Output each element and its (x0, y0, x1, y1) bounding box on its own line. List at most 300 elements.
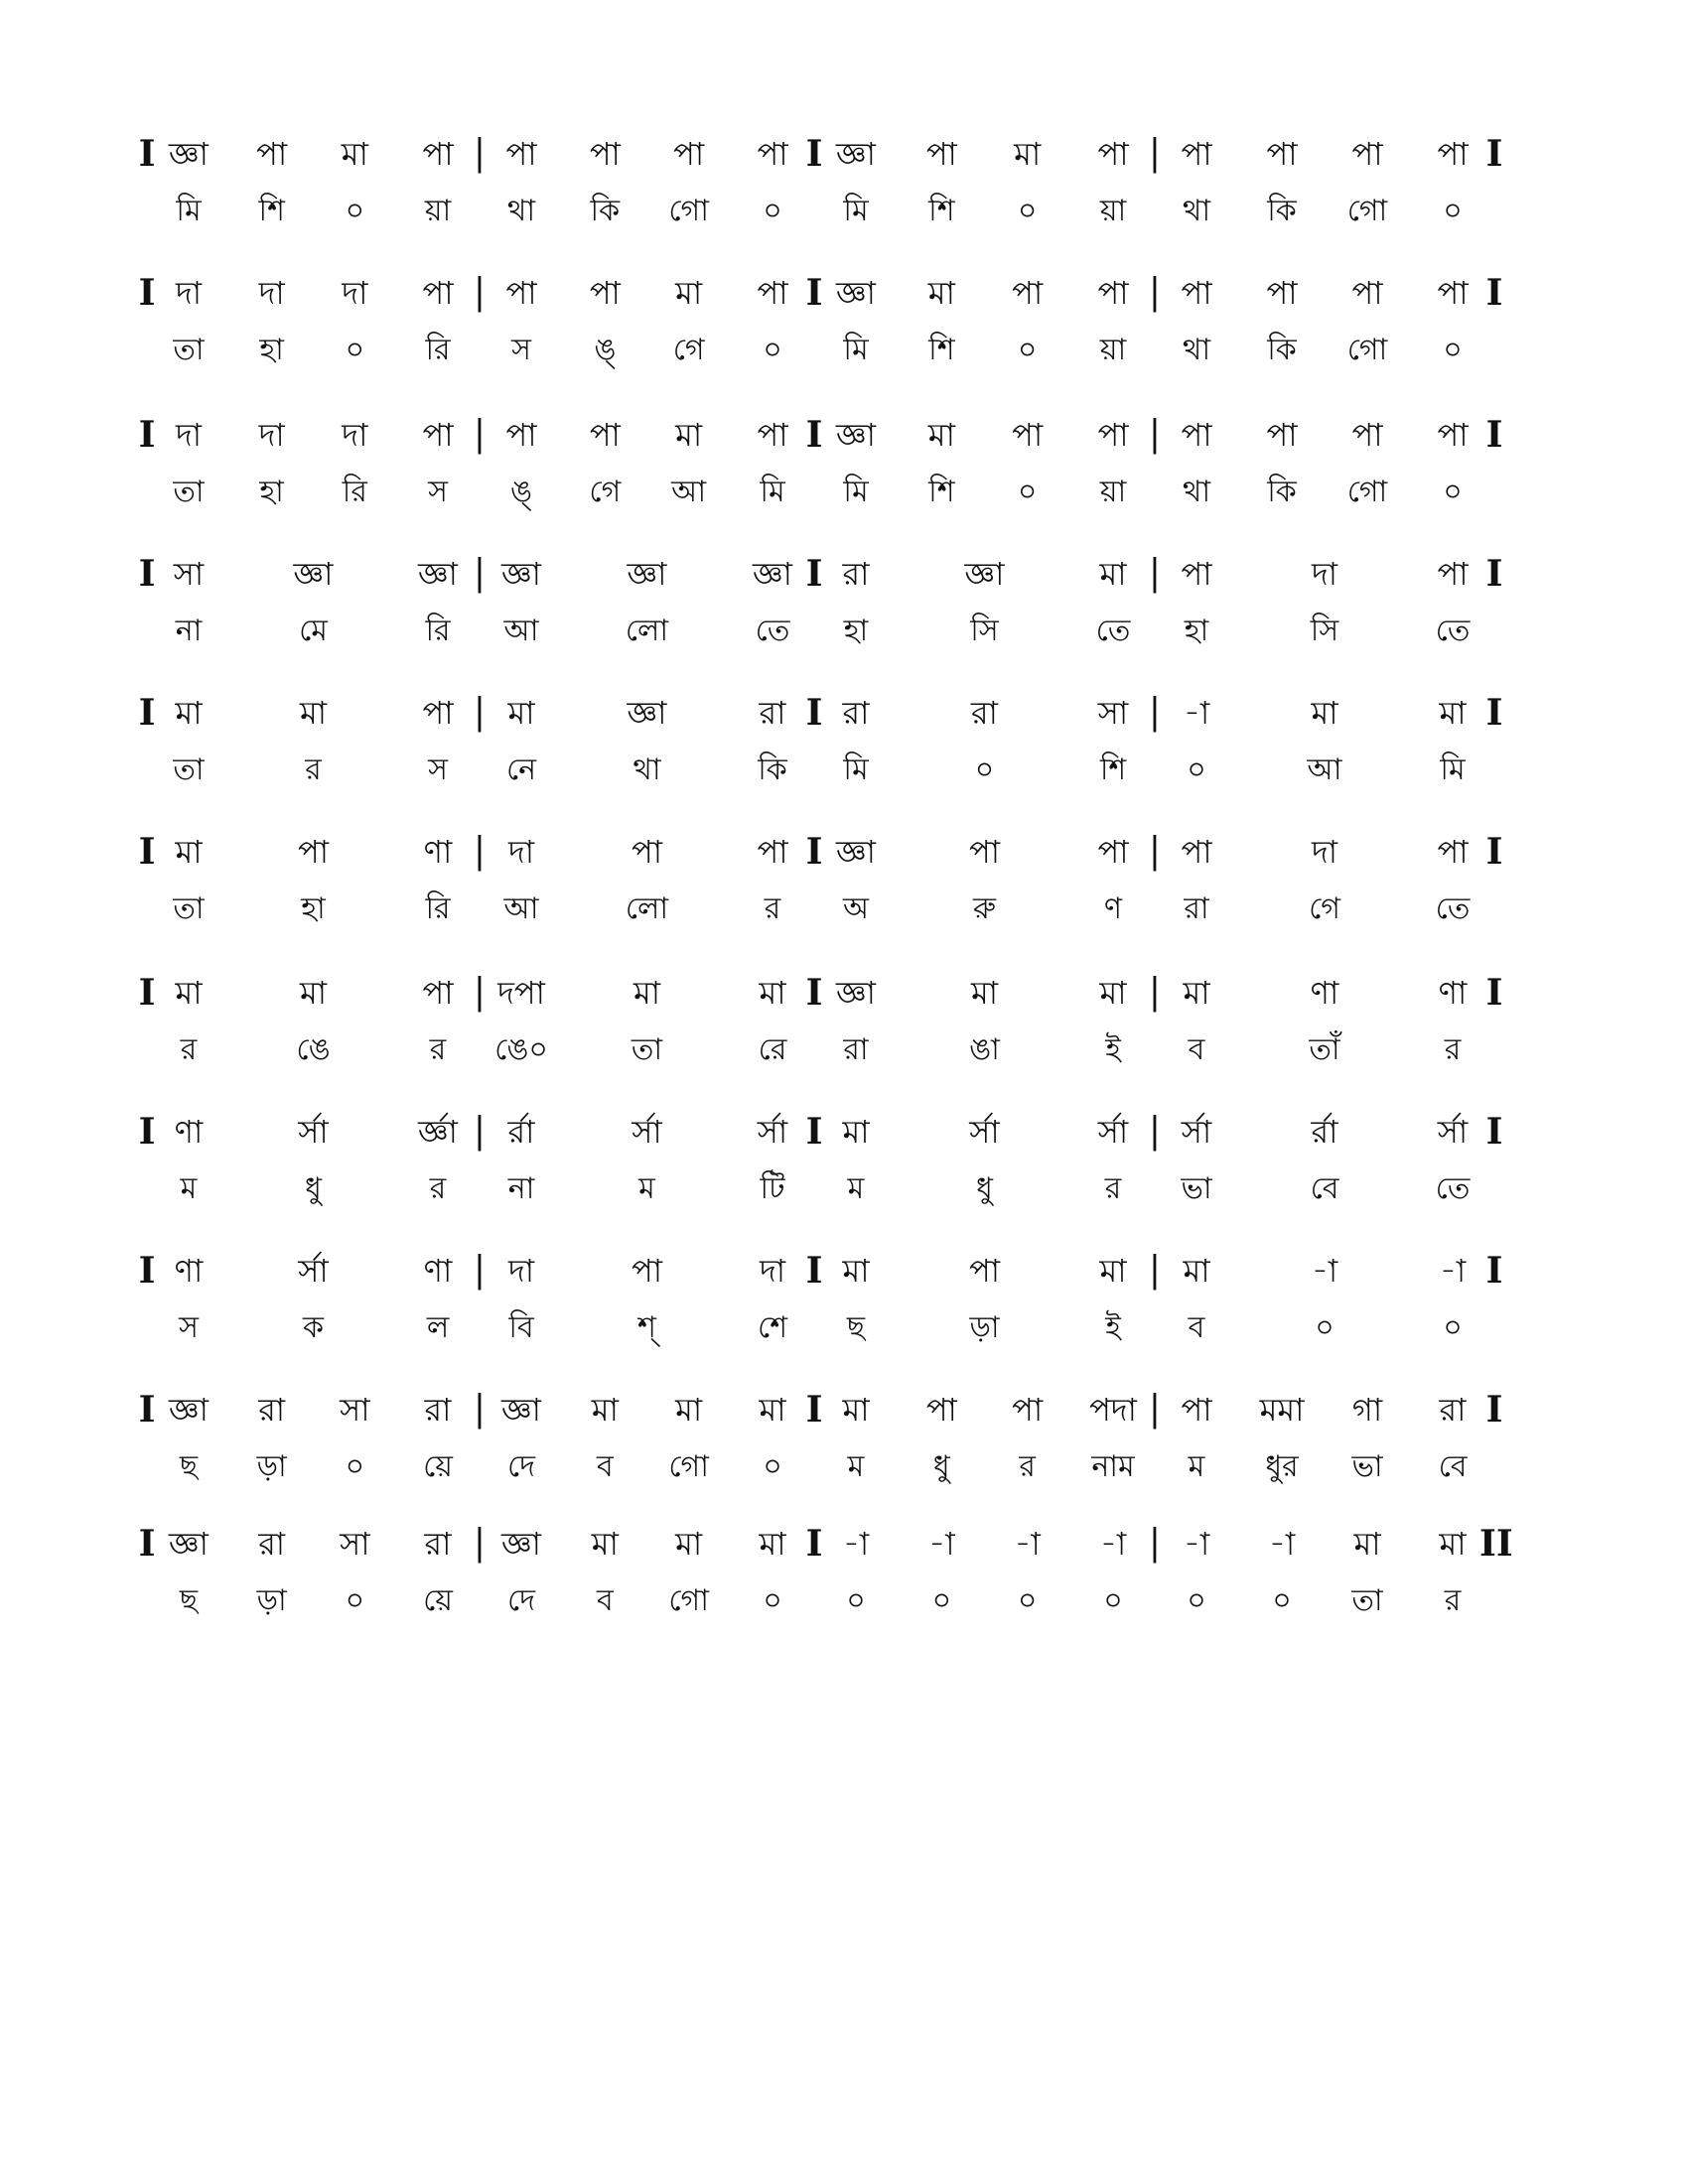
lyric-syllable: ০ (345, 1583, 365, 1618)
swara-note: পা (422, 416, 454, 454)
lyric-syllable: ড়া (256, 1449, 287, 1484)
barline: | (473, 272, 487, 313)
barline: I (138, 553, 156, 595)
barline: I (1485, 1111, 1503, 1153)
swara-note: পা (1097, 135, 1129, 173)
lyric-row (0, 885, 1688, 934)
lyric-syllable: রু (972, 891, 997, 926)
lyric-row (0, 746, 1688, 795)
swara-note: -া (1268, 1525, 1296, 1563)
barline: | (1148, 831, 1162, 872)
swara-note: পা (1437, 416, 1469, 454)
swara-note: র্সা (632, 1113, 662, 1151)
lyric-syllable: তা (173, 891, 205, 926)
swara-note: দা (342, 274, 368, 312)
lyric-syllable: য়া (1099, 194, 1127, 228)
swara-note: -া (1014, 1525, 1041, 1563)
swara-note: রা (424, 1391, 452, 1429)
barline: | (1148, 553, 1162, 594)
swara-note: পা (422, 694, 454, 732)
lyric-syllable: মি (843, 752, 869, 787)
lyric-syllable: শি (258, 194, 285, 228)
swara-note: পা (1181, 555, 1212, 593)
barline: I (805, 1250, 823, 1292)
lyric-syllable: মি (1440, 752, 1466, 787)
lyric-syllable: হা (843, 614, 869, 648)
barline: I (805, 1523, 823, 1565)
swara-note: জ্ঞা (418, 555, 458, 593)
swara-note: র্রা (1311, 1113, 1338, 1151)
lyric-row (0, 187, 1688, 236)
barline: | (473, 553, 487, 594)
swara-note: জ্ঞা (169, 135, 209, 173)
lyric-syllable: মি (760, 475, 785, 509)
swara-note: মা (842, 1252, 870, 1290)
swara-note: -া (1311, 1252, 1338, 1290)
barline: I (1485, 692, 1503, 734)
barline: | (473, 972, 487, 1013)
lyric-syllable: স (511, 333, 531, 367)
lyric-syllable: তে (1435, 891, 1471, 926)
lyric-syllable: হা (1184, 614, 1209, 648)
lyric-syllable: অ (843, 891, 869, 926)
swara-note: পা (1437, 833, 1469, 871)
swara-note: মা (1183, 974, 1210, 1012)
lyric-syllable: সি (970, 614, 999, 648)
lyric-syllable: তে (755, 614, 790, 648)
lyric-syllable: গে (672, 333, 705, 367)
lyric-syllable: ধু (305, 1171, 322, 1206)
lyric-syllable: না (175, 614, 203, 648)
barline: I (805, 1389, 823, 1431)
barline: | (473, 692, 487, 733)
swara-note: মা (299, 974, 328, 1012)
lyric-syllable: ০ (1017, 475, 1038, 509)
barline: I (1485, 1389, 1503, 1431)
lyric-syllable: গো (668, 1449, 709, 1484)
swara-note: পা (1437, 555, 1469, 593)
swara-note: মা (759, 1391, 786, 1429)
lyric-syllable: ০ (1272, 1583, 1292, 1618)
swara-note: পা (1097, 833, 1129, 871)
swara-note: মা (675, 1525, 703, 1563)
barline: I (138, 272, 156, 314)
swara-note: মা (1099, 1252, 1127, 1290)
swara-note: র্সা (969, 1113, 1000, 1151)
notation-line (0, 1385, 1688, 1524)
barline: I (805, 414, 823, 456)
swara-note: ণা (1438, 974, 1468, 1012)
swara-note: র্জ্ঞা (418, 1113, 458, 1151)
swara-note: পা (757, 274, 788, 312)
swara-note: ণা (1310, 974, 1339, 1012)
lyric-syllable: গো (668, 1583, 709, 1618)
swara-note: মা (842, 1391, 870, 1429)
swara-note: মা (675, 416, 703, 454)
swara-note: জ্ঞা (836, 135, 876, 173)
lyric-syllable: ০ (1017, 333, 1038, 367)
notation-line (0, 688, 1688, 827)
swara-note: জ্ঞা (964, 555, 1005, 593)
lyric-syllable: ০ (763, 333, 782, 367)
lyric-syllable: আ (503, 614, 539, 648)
lyric-syllable: ০ (846, 1583, 866, 1618)
barline: | (1148, 133, 1162, 174)
lyric-syllable: ঙা (969, 1032, 1000, 1067)
swara-note: পা (505, 274, 537, 312)
lyric-syllable: লো (625, 891, 669, 926)
swara-note: পা (589, 416, 621, 454)
lyric-row (0, 1576, 1688, 1626)
lyric-syllable: ব (596, 1449, 614, 1484)
barline: I (138, 972, 156, 1014)
swara-note: পা (1012, 274, 1044, 312)
barline: | (473, 133, 487, 174)
swara-note: পা (631, 833, 662, 871)
notation-line (0, 1107, 1688, 1246)
lyric-syllable: ০ (345, 194, 365, 228)
lyric-syllable: রি (425, 333, 451, 367)
lyric-syllable: ঙে০ (494, 1032, 548, 1067)
swara-note: পা (422, 974, 454, 1012)
swara-note: জ্ঞা (836, 974, 876, 1012)
lyric-syllable: লো (625, 614, 669, 648)
lyric-syllable: বি (508, 1310, 534, 1345)
swara-note: পা (1012, 416, 1044, 454)
swara-note: দা (258, 416, 285, 454)
lyric-syllable: ০ (1443, 333, 1463, 367)
lyric-syllable: শি (928, 194, 955, 228)
lyric-syllable: ০ (1017, 194, 1038, 228)
lyric-syllable: ভা (1351, 1449, 1383, 1484)
lyric-syllable: নে (505, 752, 537, 787)
swara-note: জ্ঞা (836, 833, 876, 871)
swara-note: পা (673, 135, 705, 173)
lyric-syllable: ০ (1443, 475, 1463, 509)
lyric-syllable: রি (425, 891, 451, 926)
lyric-syllable: ০ (1443, 1310, 1463, 1345)
swara-note: দা (507, 1252, 535, 1290)
lyric-syllable: রে (758, 1032, 787, 1067)
barline: I (1485, 972, 1503, 1014)
lyric-syllable: গে (1309, 891, 1340, 926)
swara-note: র্সা (298, 1113, 329, 1151)
lyric-syllable: য়া (1099, 333, 1127, 367)
lyric-syllable: র (1444, 1032, 1462, 1067)
swara-note: পা (757, 135, 788, 173)
swara-note: দা (507, 833, 535, 871)
lyric-syllable: থা (1182, 475, 1211, 509)
lyric-syllable: ছ (846, 1310, 866, 1345)
swara-note: সা (1097, 694, 1129, 732)
lyric-syllable: ০ (1187, 1583, 1206, 1618)
barline: I (805, 553, 823, 595)
lyric-syllable: য়া (424, 194, 452, 228)
swara-note: দা (175, 274, 203, 312)
swara-note: জ্ঞা (501, 1525, 541, 1563)
lyric-syllable: ম (638, 1171, 655, 1206)
swara-note: পা (505, 135, 537, 173)
swara-note: পা (1437, 274, 1469, 312)
notation-line (0, 410, 1688, 549)
swara-note: পা (1266, 274, 1298, 312)
lyric-syllable: ধু (976, 1171, 993, 1206)
swara-note: গা (1351, 1391, 1383, 1429)
swara-note: পা (422, 274, 454, 312)
lyric-syllable: থা (506, 194, 536, 228)
swara-note: পা (1012, 1391, 1044, 1429)
lyric-syllable: ০ (974, 752, 995, 787)
lyric-syllable: ধুর (1265, 1449, 1299, 1484)
barline: I (138, 831, 156, 873)
lyric-syllable: নাম (1091, 1449, 1135, 1484)
swara-note: -া (842, 1525, 870, 1563)
barline: | (1148, 972, 1162, 1013)
lyric-syllable: শে (758, 1310, 787, 1345)
lyric-syllable: টি (760, 1171, 785, 1206)
barline: | (1148, 1389, 1162, 1430)
lyric-syllable: সি (1310, 614, 1339, 648)
swara-note: সা (340, 1391, 370, 1429)
lyric-syllable: থা (633, 752, 661, 787)
swara-note: জ্ঞা (836, 416, 876, 454)
barline: I (138, 1523, 156, 1565)
lyric-syllable: গো (668, 194, 709, 228)
lyric-syllable: মে (299, 614, 328, 648)
lyric-syllable: ম (180, 1171, 198, 1206)
swara-note: মা (299, 694, 328, 732)
notation-line (0, 1246, 1688, 1385)
lyric-syllable: ণ (1103, 891, 1123, 926)
lyric-syllable: ঙ্ (509, 475, 532, 509)
swara-note: মমা (1259, 1391, 1305, 1429)
swara-note: মা (507, 694, 535, 732)
swara-row (0, 827, 1688, 877)
swara-note: পা (1437, 135, 1469, 173)
swara-note: মা (675, 274, 703, 312)
swara-note: জ্ঞা (169, 1525, 209, 1563)
lyric-syllable: মি (843, 333, 869, 367)
swara-note: রা (759, 694, 786, 732)
lyric-syllable: ম (1188, 1449, 1205, 1484)
swara-note: -া (928, 1525, 955, 1563)
swara-note: র্সা (1437, 1113, 1469, 1151)
swara-note: দা (175, 416, 203, 454)
swara-note: পদা (1089, 1391, 1137, 1429)
swara-note: পা (1351, 135, 1383, 173)
swara-note: র্সা (757, 1113, 788, 1151)
lyric-syllable: য়ে (423, 1449, 453, 1484)
swara-note: ণা (174, 1113, 204, 1151)
lyric-syllable: স (428, 752, 448, 787)
swara-note: পা (1181, 135, 1212, 173)
lyric-syllable: থা (1182, 194, 1211, 228)
lyric-syllable: র (1019, 1449, 1036, 1484)
lyric-syllable: আ (503, 891, 539, 926)
lyric-row (0, 1442, 1688, 1492)
lyric-syllable: মি (176, 194, 202, 228)
swara-note: -া (1099, 1525, 1127, 1563)
lyric-row (0, 1164, 1688, 1214)
swara-note: দা (258, 274, 285, 312)
swara-note: পা (256, 135, 288, 173)
lyric-syllable: থা (1182, 333, 1211, 367)
swara-note: পা (1181, 416, 1212, 454)
swara-note: মা (927, 416, 955, 454)
barline: I (1485, 414, 1503, 456)
swara-note: পা (968, 833, 1000, 871)
swara-note: জ্ঞা (627, 694, 667, 732)
lyric-syllable: তে (1095, 614, 1131, 648)
swara-row (0, 549, 1688, 599)
lyric-syllable: কি (1267, 194, 1297, 228)
lyric-syllable: কি (1267, 475, 1297, 509)
swara-note: ণা (174, 1252, 204, 1290)
lyric-syllable: ল (426, 1310, 450, 1345)
lyric-syllable: আ (671, 475, 707, 509)
lyric-syllable: ০ (1103, 1583, 1123, 1618)
barline: I (138, 414, 156, 456)
lyric-syllable: ই (1105, 1310, 1121, 1345)
lyric-syllable: ই (1105, 1032, 1121, 1067)
swara-note: জ্ঞা (627, 555, 667, 593)
swara-note: পা (1266, 135, 1298, 173)
lyric-syllable: ০ (1443, 194, 1463, 228)
lyric-syllable: র (429, 1171, 447, 1206)
swara-note: রা (971, 694, 998, 732)
lyric-syllable: ০ (763, 194, 782, 228)
swara-note: র্রা (507, 1113, 535, 1151)
swara-row (0, 1519, 1688, 1569)
lyric-syllable: র (1444, 1583, 1462, 1618)
lyric-syllable: গে (589, 475, 622, 509)
swara-note: পা (757, 833, 788, 871)
swara-note: দা (1311, 833, 1338, 871)
lyric-syllable: বে (1310, 1171, 1339, 1206)
lyric-syllable: কি (1267, 333, 1297, 367)
lyric-syllable: গো (1346, 475, 1388, 509)
lyric-syllable: ব (596, 1583, 614, 1618)
lyric-row (0, 607, 1688, 656)
lyric-syllable: ০ (1315, 1310, 1335, 1345)
barline: | (1148, 1523, 1162, 1564)
barline: | (1148, 1111, 1162, 1152)
swara-note: র্সা (298, 1252, 329, 1290)
swara-note: র্সা (1097, 1113, 1129, 1151)
barline: I (805, 133, 823, 175)
lyric-syllable: ড়া (256, 1583, 287, 1618)
barline: I (1485, 272, 1503, 314)
swara-note: পা (589, 135, 621, 173)
lyric-syllable: র (1104, 1171, 1122, 1206)
barline: I (138, 1389, 156, 1431)
lyric-syllable: ০ (763, 1583, 782, 1618)
swara-note: মা (1014, 135, 1042, 173)
lyric-syllable: হা (259, 333, 284, 367)
swara-note: রা (842, 694, 870, 732)
barline: I (805, 272, 823, 314)
lyric-syllable: র (764, 891, 781, 926)
lyric-syllable: রা (1184, 891, 1209, 926)
lyric-syllable: হা (301, 891, 326, 926)
lyric-syllable: মি (843, 475, 869, 509)
swara-row (0, 1107, 1688, 1157)
swara-note: রা (842, 555, 870, 593)
barline: I (805, 972, 823, 1014)
swara-note: পা (1181, 1391, 1212, 1429)
swara-note: পা (1351, 416, 1383, 454)
lyric-syllable: রি (342, 475, 367, 509)
swara-note: দপা (497, 974, 545, 1012)
swara-note: র্সা (1181, 1113, 1212, 1151)
barline: I (1485, 1250, 1503, 1292)
barline: I (138, 133, 156, 175)
swara-note: পা (1181, 833, 1212, 871)
lyric-syllable: তে (1435, 1171, 1471, 1206)
swara-note: মা (1439, 1525, 1467, 1563)
swara-note: মা (1099, 974, 1127, 1012)
swara-note: পা (1266, 416, 1298, 454)
swara-note: মা (1353, 1525, 1381, 1563)
lyric-syllable: ভা (1181, 1171, 1212, 1206)
swara-note: দা (342, 416, 368, 454)
lyric-syllable: মি (843, 194, 869, 228)
barline: I (805, 692, 823, 734)
lyric-syllable: বে (1438, 1449, 1468, 1484)
swara-note: মা (759, 1525, 786, 1563)
lyric-syllable: ০ (345, 1449, 365, 1484)
swara-note: মা (675, 1391, 703, 1429)
lyric-syllable: স (179, 1310, 199, 1345)
lyric-syllable: শি (928, 333, 955, 367)
swara-note: -া (1439, 1252, 1467, 1290)
barline: I (138, 692, 156, 734)
lyric-syllable: ০ (1187, 752, 1206, 787)
barline: I (1485, 133, 1503, 175)
lyric-syllable: ধু (932, 1449, 950, 1484)
lyric-syllable: তা (173, 333, 205, 367)
swara-note: মা (591, 1391, 619, 1429)
swara-note: জ্ঞা (169, 1391, 209, 1429)
swara-note: মা (175, 694, 203, 732)
barline: I (805, 1111, 823, 1153)
barline: | (1148, 272, 1162, 313)
barline: | (473, 1389, 487, 1430)
lyric-syllable: শি (928, 475, 955, 509)
swara-note: মা (633, 974, 661, 1012)
notation-line (0, 827, 1688, 966)
lyric-row (0, 468, 1688, 517)
barline: | (473, 1523, 487, 1564)
swara-note: পা (631, 1252, 662, 1290)
barline: | (473, 414, 487, 455)
lyric-syllable: আ (1307, 752, 1342, 787)
lyric-syllable: রা (843, 1032, 869, 1067)
swara-row (0, 410, 1688, 460)
lyric-syllable: শ্ (637, 1310, 656, 1345)
notation-line (0, 549, 1688, 688)
swara-note: পা (297, 833, 329, 871)
swara-note: -া (1183, 1525, 1210, 1563)
swara-note: মা (175, 833, 203, 871)
lyric-row (0, 1303, 1688, 1353)
lyric-syllable: ঙ্ (594, 333, 617, 367)
lyric-syllable: তা (1351, 1583, 1383, 1618)
swara-note: মা (970, 974, 999, 1012)
swara-note: জ্ঞা (753, 555, 792, 593)
swara-row (0, 688, 1688, 738)
barline: | (1148, 1250, 1162, 1291)
